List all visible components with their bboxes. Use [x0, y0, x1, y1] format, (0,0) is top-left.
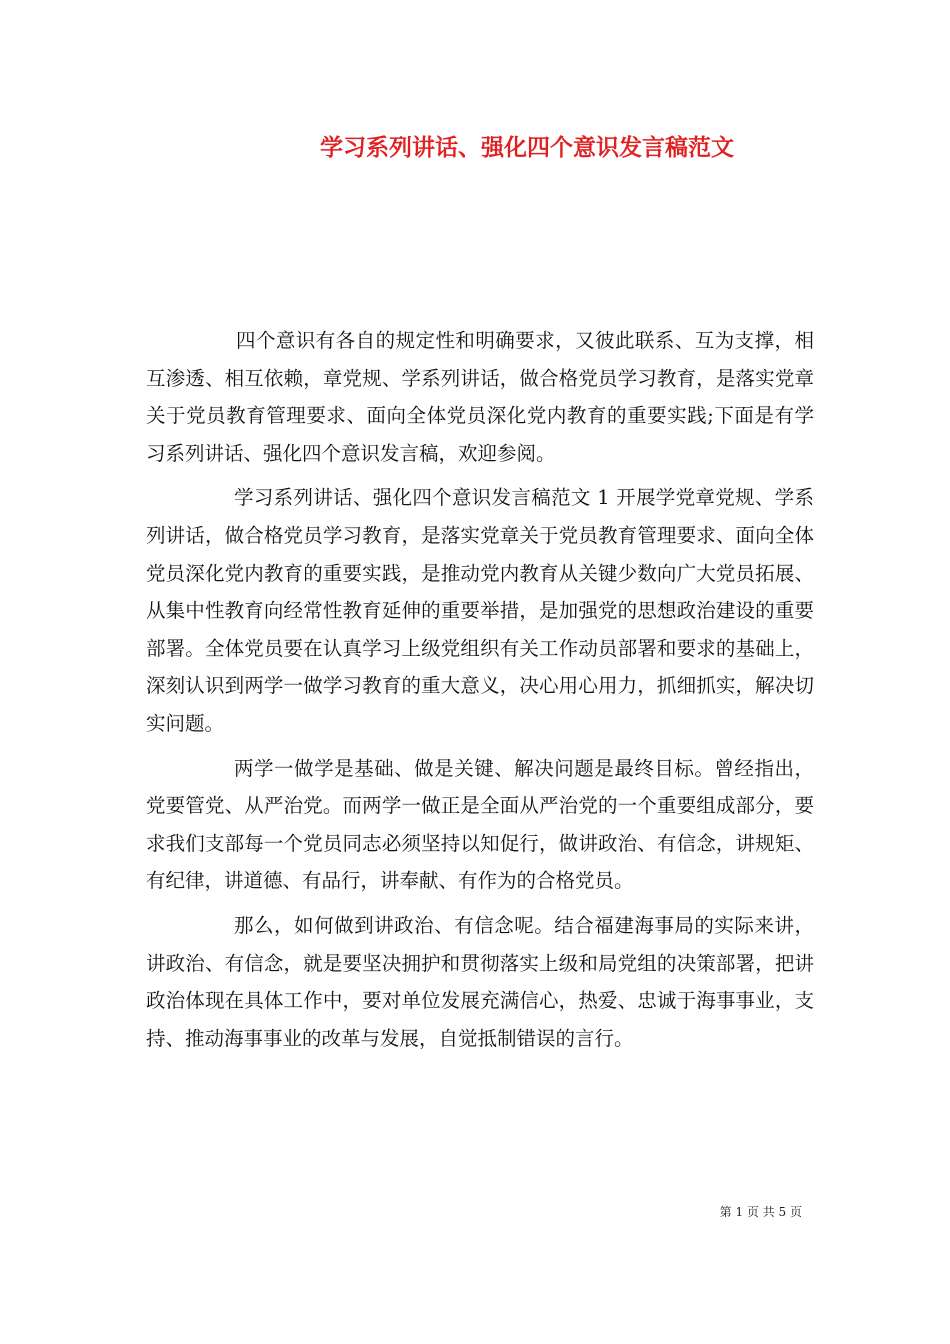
paragraph-intro: 四个意识有各自的规定性和明确要求，又彼此联系、互为支撑，相互渗透、相互依赖，章党规、学系列讲话，做合格党员学习教育，是落实党章关于党员教育管理要求、面向全体党员深化党内教育的重要实践;下面是有学习系列讲话、强化四个意识发言稿，欢迎参阅。 [146, 329, 814, 465]
paragraph-3: 那么，如何做到讲政治、有信念呢。结合福建海事局的实际来讲，讲政治、有信念，就是要坚决拥护和贯彻落实上级和局党组的决策部署，把讲政治体现在具体工作中，要对单位发展充满信心，热爱、忠诚于海事事业，支持、推动海事事业的改革与发展，自觉抵制错误的言行。 [146, 913, 814, 1050]
paragraph-1: 学习系列讲话、强化四个意识发言稿范文 1 开展学党章党规、学系列讲话，做合格党员学习教育，是落实党章关于党员教育管理要求、面向全体党员深化党内教育的重要实践，是推动党内教育从关键少数向广大党员拓展、从集中性教育向经常性教育延伸的重要举措，是加强党的思想政治建设的重要部署。全体党员要在认真学习上级党组织有关工作动员部署和要求的基础上，深刻认识到两学一做学习教育的重大意义，决心用心用力，抓细抓实，解决切实问题。 [146, 486, 814, 735]
document-title: 学习系列讲话、强化四个意识发言稿范文 [320, 134, 734, 161]
page-number-footer: 第 1 页 共 5 页 [719, 1205, 802, 1219]
paragraph-2: 两学一做学是基础、做是关键、解决问题是最终目标。曾经指出，党要管党、从严治党。而两学一做正是全面从严治党的一个重要组成部分，要求我们支部每一个党员同志必须坚持以知促行，做讲政治、有信念，讲规矩、有纪律，讲道德、有品行，讲奉献、有作为的合格党员。 [146, 756, 814, 893]
document-body [146, 322, 814, 1064]
